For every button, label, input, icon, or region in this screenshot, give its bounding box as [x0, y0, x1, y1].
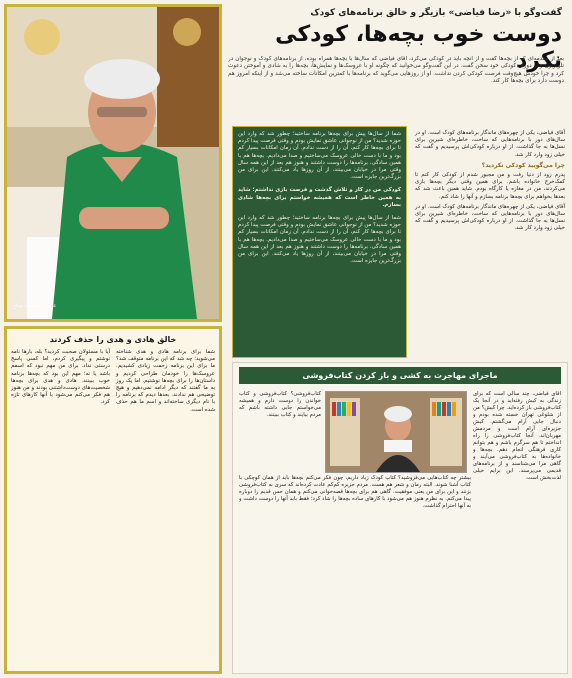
right-column-para1-cont: آقای فیاضی، یکی از چهره‌های ماندگار برنامه‌های کودک است. او در سال‌های دور با برنامه‌هایی که ساخت، خاطره‌ای شیرین برای نسل‌ها به جا گذاشت. از او درباره کودکی‌اش پرسیدیم و گفت که خیلی زود وارد کار شد. — [415, 203, 565, 232]
right-column-highlight: چرا می‌گویید کودکی نکردید؟ — [481, 161, 565, 169]
feature-right-text: آقای فیاضی، چند سالی است که برای زندگی به کیش رفته‌اید و در آنجا یک کتاب‌فروشی باز کرده‌اید. چرا کیش؟ من از شلوغی تهران خسته شده بودم و دنبال جایی آرام می‌گشتم. کیش جزیره‌ای آرام است و مردمش مهربان‌اند. آنجا کتاب‌فروشی را راه انداختم تا هم سرگرم باشم و هم بتوانم کاری فرهنگی انجام دهم. بچه‌ها و خانواده‌ها به کتاب‌فروشی می‌آیند و گاهی مرا می‌شناسند و از برنامه‌های قدیمی می‌پرسند. این برایم خیلی لذت‌بخش است. — [473, 391, 561, 481]
green-column-text-cont: شما از سال‌ها پیش برای بچه‌ها برنامه ساختید؛ چطور شد که وارد این حوزه شدید؟ من از نوجوانی عاشق نمایش بودم و وقتی فرصت پیدا کردم تا برای بچه‌ها کار کنم، آن را از دست ندادم. آن زمان امکانات بسیار کم بود و ما با دست خالی عروسک می‌ساختیم و صدا می‌دادیم. بچه‌ها هم با همین سادگی، برنامه‌ها را دوست داشتند و هنوز هم بعد از این همه سال وقتی مرا در خیابان می‌بینند، از آن روزها یاد می‌کنند. این برای من بزرگ‌ترین جایزه است. — [238, 215, 401, 265]
feature-body-text: بیشتر چه کتاب‌هایی می‌فروشید؟ کتاب کودک زیاد داریم، چون فکر می‌کنم بچه‌ها باید از همان کوچکی با کتاب آشنا شوند. البته رمان و شعر هم هست. مردم جزیره کم‌کم عادت کرده‌اند که سری به کتاب‌فروشی بزنند و این برای من یعنی موفقیت. گاهی هم برای بچه‌ها قصه‌خوانی می‌کنم و همان حس قدیم را دوباره پیدا می‌کنم. به نظرم هنوز هم می‌شود با کارهای ساده بچه‌ها را شاد کرد؛ فقط باید آنها را دوست داشت و به آنها احترام گذاشت. — [239, 475, 471, 509]
headline: دوست خوب بچه‌ها، کودکی نکرد — [275, 22, 562, 73]
portrait-illustration — [7, 7, 219, 319]
right-column-para1: آقای فیاضی، یکی از چهره‌های ماندگار برنامه‌های کودک است. او در سال‌های دور با برنامه‌هایی که ساخت، خاطره‌ای شیرین برای نسل‌ها به جا گذاشت. از او درباره کودکی‌اش پرسیدیم و گفت که خیلی زود وارد کار شد. — [415, 130, 565, 158]
feature-title: ماجرای مهاجرت به کشی و باز کردن کتاب‌فروشی — [239, 367, 561, 384]
right-column-para2: پدرم زود از دنیا رفت و من مجبور شدم از کودکی کار کنم تا کمک‌خرج خانواده باشم. برای همین وقتی دیگر بچه‌ها بازی می‌کردند، من در مغازه یا کارگاه بودم. شاید همین باعث شد که بعدها بخواهم برای بچه‌ها برنامه بسازم و آنها را شاد کنم. — [415, 172, 565, 200]
sidebar-column-b: آیا با مسئولان صحبت کردید؟ بله، بارها نامه نوشتم و پیگیری کردم، اما کسی پاسخ درستی نداد. برای من مهم نبود که اسمم باشد یا نه؛ مهم این بود که بچه‌ها برنامه خوب ببینند. هادی و هدی برای بچه‌ها شخصیت‌های دوست‌داشتنی بودند و من هنوز هم فکر می‌کنم می‌شود با آنها کارهای تازه کرد. — [11, 349, 110, 406]
feature-box — [232, 362, 568, 674]
bookstore-illustration — [326, 392, 466, 472]
green-column-text: شما از سال‌ها پیش برای بچه‌ها برنامه ساختید؛ چطور شد که وارد این حوزه شدید؟ من از نوجوانی عاشق نمایش بودم و وقتی فرصت پیدا کردم تا برای بچه‌ها کار کنم، آن را از دست ندادم. آن زمان امکانات بسیار کم بود و ما با دست خالی عروسک می‌ساختیم و صدا می‌دادیم. بچه‌ها هم با همین سادگی، برنامه‌ها را دوست داشتند و هنوز هم بعد از این همه سال وقتی مرا در خیابان می‌بینند، از آن روزها یاد می‌کنند. این برای من بزرگ‌ترین جایزه است. — [238, 131, 401, 181]
feature-left-text: کتاب‌فروشی؟ کتاب‌فروشی و کتاب خواندن را دوست دارم و همیشه می‌خواستم جایی داشته باشم که مردم بیایند و کتاب ببینند. — [239, 391, 321, 418]
green-column-highlight: کودکی من در کار و تلاش گذشت و فرصت بازی نداشتم؛ شاید به همین خاطر است که همیشه خواستم برای بچه‌ها شادی بسازم. — [238, 187, 401, 208]
sidebar-column-a: شما برای برنامه هادی و هدی شناخته می‌شوید؛ چه شد که این برنامه متوقف شد؟ ما برای این برنامه زحمت زیادی کشیدیم. عروسک‌ها را خودمان طراحی کردیم و داستان‌ها را برای بچه‌ها نوشتیم. اما یک روز به ما گفتند که دیگر ادامه نمی‌دهیم و هیچ توضیحی هم ندادند. بعدها دیدم که برنامه را با نام دیگری ساخته‌اند و اسم ما هم حذف شده است. — [116, 349, 215, 413]
photo-credit: عکس: هوشمند مداح — [13, 303, 57, 309]
right-column — [412, 126, 568, 358]
intro-paragraph: بعد از مقدمه‌ای که از بچه‌ها گفت و از آنچه باید در کودکی می‌کرد، اقای فیاضی که سال‌ها با بچه‌ها همراه بوده، از برنامه‌های کودک و نوجوان در تلویزیون و از دوران کودکی خود سخن گفت. در این گفت‌وگو می‌خوانید که چگونه او با عروسک‌ها و نمایش‌ها، بچه‌ها را به شادی و آموختن دعوت کرد و چرا خودش هیچ‌وقت فرصت کودکی کردن نداشت. او از روزهایی می‌گوید که برنامه‌ها با کمترین امکانات ساخته می‌شد و از اینکه امروز هم دوست دارد برای بچه‌ها کار کند. — [228, 56, 564, 85]
green-column — [232, 126, 407, 358]
portrait-photo — [4, 4, 222, 322]
sidebar-title: خالق هادی و هدی را حذف کردند — [49, 335, 177, 344]
bookstore-photo — [325, 391, 467, 473]
kicker: گفت‌وگو با «رضا فیاضی» بازیگر و خالق برنامه‌های کودک — [310, 8, 562, 18]
sidebar-box — [4, 326, 222, 674]
